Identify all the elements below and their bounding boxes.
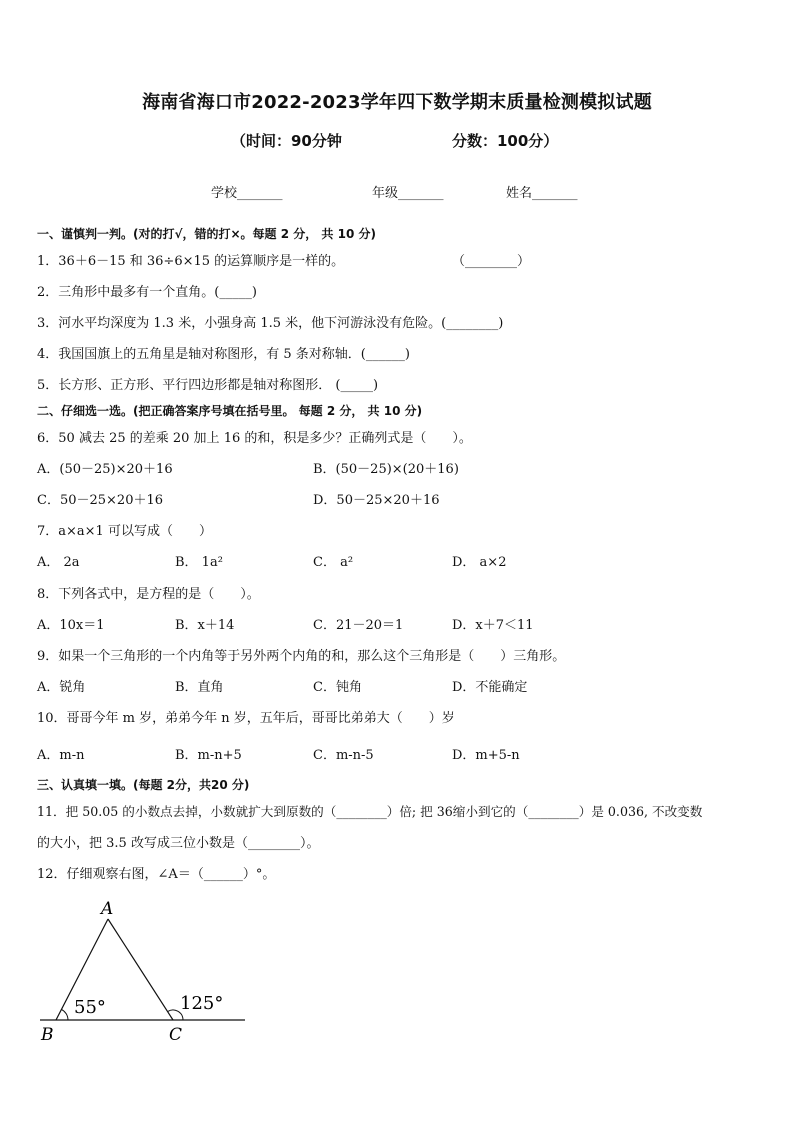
question-5: 5．长方形、正方形、平行四边形都是轴对称图形． (_____) <box>37 378 379 393</box>
q9-option-d: D．不能确定 <box>452 680 528 695</box>
question-4: 4．我国国旗上的五角星是轴对称图形，有 5 条对称轴．(______) <box>37 347 410 362</box>
side-ac <box>108 919 173 1020</box>
vertex-c-label: C <box>169 1025 183 1045</box>
q9-option-b: B．直角 <box>175 680 224 695</box>
question-8: 8．下列各式中，是方程的是（ ）。 <box>37 587 260 602</box>
name-field: 姓名_______ <box>506 186 578 201</box>
triangle-figure <box>30 895 260 1050</box>
q7-option-b: B． 1a² <box>175 555 223 570</box>
vertex-a-label: A <box>101 899 114 919</box>
question-3: 3．河水平均深度为 1.3 米，小强身高 1.5 米，他下河游泳没有危险。(________) <box>37 316 504 331</box>
question-12: 12．仔细观察右图，∠A＝（______）°。 <box>37 867 276 882</box>
q9-option-a: A．锐角 <box>37 680 86 695</box>
question-7: 7．a×a×1 可以写成（ ） <box>37 524 212 539</box>
q10-option-a: A．m-n <box>37 748 85 763</box>
angle-b-value: 55° <box>74 997 106 1018</box>
q6-option-c: C．50－25×20＋16 <box>37 493 164 508</box>
q9-option-c: C．钝角 <box>313 680 362 695</box>
question-11-line-1: 11．把 50.05 的小数点去掉，小数就扩大到原数的（________）倍; 把 36缩小到它的（________）是 0.036, 不改变数 <box>37 804 703 819</box>
q8-option-b: B．x＋14 <box>175 618 235 633</box>
section-3-heading: 三、认真填一填。(每题 2分，共20 分) <box>37 778 250 792</box>
q6-option-d: D．50－25×20＋16 <box>313 493 440 508</box>
q6-option-b: B．(50－25)×(20＋16) <box>313 462 459 477</box>
section-2-heading: 二、仔细选一选。(把正确答案序号填在括号里。 每题 2 分， 共 10 分) <box>37 404 423 418</box>
question-6: 6．50 减去 25 的差乘 20 加上 16 的和，积是多少？正确列式是（ ）。 <box>37 431 472 446</box>
q8-option-c: C．21－20＝1 <box>313 618 404 633</box>
angle-c-value: 125° <box>180 993 224 1014</box>
question-1-blank: （________） <box>452 254 531 269</box>
question-9: 9．如果一个三角形的一个内角等于另外两个内角的和，那么这个三角形是（ ）三角形。 <box>37 649 566 664</box>
exam-time: （时间：90分钟 <box>231 132 342 150</box>
question-1: 1．36＋6－15 和 36÷6×15 的运算顺序是一样的。 <box>37 254 345 269</box>
q7-option-a: A． 2a <box>37 555 80 570</box>
q10-option-b: B．m-n+5 <box>175 748 242 763</box>
section-1-heading: 一、谨慎判一判。(对的打√，错的打×。每题 2 分， 共 10 分) <box>37 227 376 241</box>
question-2: 2．三角形中最多有一个直角。(_____) <box>37 285 257 300</box>
q10-option-d: D．m+5-n <box>452 748 520 763</box>
vertex-b-label: B <box>41 1025 54 1045</box>
page-title: 海南省海口市2022-2023学年四下数学期末质量检测模拟试题 <box>142 92 652 113</box>
q8-option-d: D．x＋7＜11 <box>452 618 534 633</box>
grade-field: 年级_______ <box>372 186 444 201</box>
q7-option-c: C． a² <box>313 555 354 570</box>
school-field: 学校_______ <box>211 186 283 201</box>
angle-b-arc <box>62 1009 69 1020</box>
question-10: 10．哥哥今年 m 岁，弟弟今年 n 岁，五年后，哥哥比弟弟大（ ）岁 <box>37 711 455 726</box>
q8-option-a: A．10x＝1 <box>37 618 105 633</box>
exam-score: 分数：100分） <box>452 132 559 150</box>
q10-option-c: C．m-n-5 <box>313 748 374 763</box>
q6-option-a: A．(50－25)×20＋16 <box>37 462 173 477</box>
question-11-line-2: 的大小，把 3.5 改写成三位小数是（________）。 <box>37 836 320 851</box>
q7-option-d: D． a×2 <box>452 555 507 570</box>
